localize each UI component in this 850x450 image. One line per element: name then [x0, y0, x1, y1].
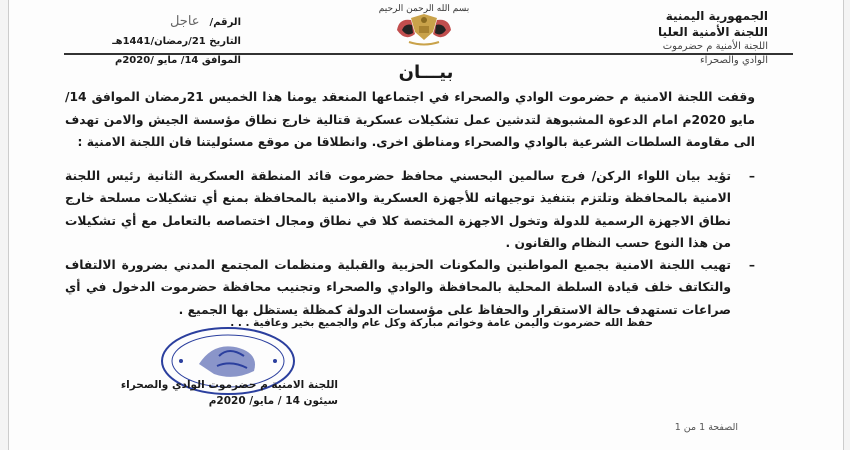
svg-text:بسم الله الرحمن الرحيم: بسم الله الرحمن الرحيم	[378, 4, 470, 14]
document-page	[8, 0, 844, 450]
intro-paragraph: وقفت اللجنة الامنية م حضرموت الوادي والصحراء في اجتماعها المنعقد يومنا هذا الخميس 21رمضان الموافق 14/مايو 2020م امام الدعوة المشبوهة لتدشين عمل تشكيلات عسكرية قتالية خارج نطاق مؤسسة الجيش والامن تهدف الى مقاومة السلطات الشرعية بالوادي والصحراء ومناطق اخرى. وانطلاقا من موقع مسئوليتنا فان اللجنة الامنية :	[65, 90, 755, 149]
page-number: الصفحة 1 من 1	[674, 422, 738, 433]
bullet-list	[65, 165, 755, 321]
bullet-text: تهيب اللجنة الامنية بجميع المواطنين والمكونات الحزبية والقبلية ومنظمات المجتمع المدني بضرورة الالتفاف والتكاتف خلف قيادة السلطة المحلية بالمحافظة والوادي والصحراء وتجنيب محافظة حضرموت الدخول في أي صراعات تستهدف حالة الاستقرار والحفاظ على مؤسسات الدولة كمظلة يستظل بها الجميع .	[65, 258, 731, 317]
letterhead-right	[658, 8, 768, 68]
header-divider	[64, 53, 793, 55]
document-title: بيـــان	[398, 62, 454, 83]
bullet-dash: –	[748, 169, 755, 183]
eagle-emblem-icon	[349, 0, 499, 48]
signature-date: سيئون 14 / مايو/ 2020م	[208, 395, 338, 407]
bullet-dash: –	[748, 258, 755, 273]
sub-committee: اللجنة الأمنية م حضرموت	[662, 41, 768, 52]
bullet-item	[65, 165, 755, 254]
reference-label: الرقم/	[209, 17, 241, 28]
hijri-date: التاريخ 21/رمضان/1441هـ	[112, 36, 241, 47]
yemen-emblem	[349, 0, 499, 48]
closing-line: حفظ الله حضرموت واليمن عامة وخواتم مباركة وكل عام والجميع بخير وعافية . . .	[230, 317, 653, 329]
reference-value: عاجل	[169, 14, 200, 29]
bullet-text: تؤيد بيان اللواء الركن/ فرج سالمين البحسني محافظ حضرموت قائد المنطقة العسكرية الثانية رئيس اللجنة الامنية بالمحافظة وتلتزم بتنفيذ توجيهاته للأجهزة العسكرية والامنية بالمحافظة بمنع أي تشكيلات مسلحة خارج نطاق الاجهزة الرسمية للدولة وتخول الاجهزة المختصة كلا في نطاق ومجال اختصاصه بالتعامل مع أي تشكيلات من هذا النوع حسب النظام والقانون .	[65, 169, 731, 250]
signature-block	[121, 377, 338, 409]
region-name: الوادي والصحراء	[699, 55, 768, 66]
committee-name: اللجنة الأمنية العليا	[658, 25, 768, 39]
gregorian-date: الموافق 14/ مايو /2020م	[115, 55, 241, 66]
signatory-name: اللجنة الامنية م حضرموت الوادي والصحراء	[120, 379, 338, 391]
bullet-item	[65, 254, 755, 321]
country-name: الجمهورية اليمنية	[665, 9, 768, 23]
